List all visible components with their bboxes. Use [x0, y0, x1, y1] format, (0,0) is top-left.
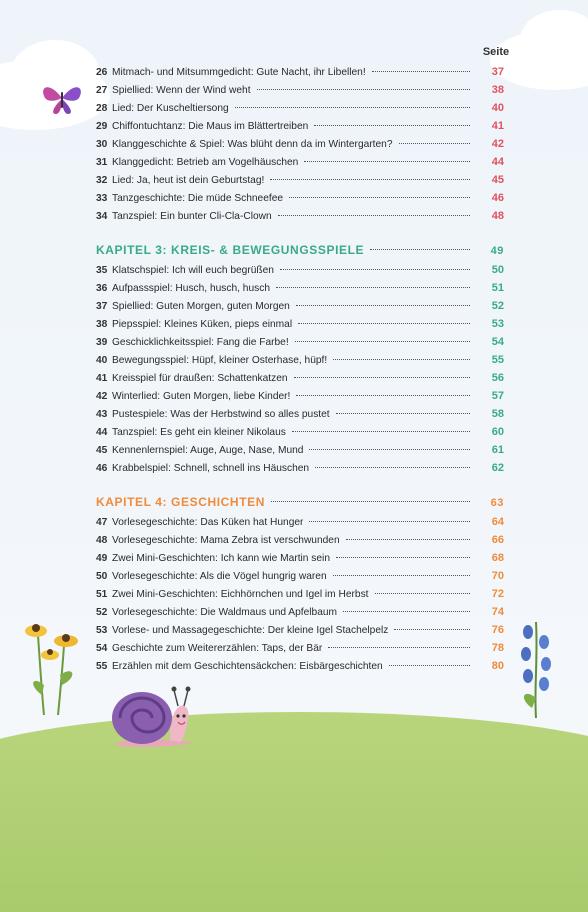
entry-type: Klanggedicht: — [112, 157, 174, 168]
entry-type: Erzählen mit dem Geschichtensäckchen: — [112, 661, 297, 672]
entry-number: 31 — [96, 157, 108, 168]
entry-name: Betrieb am Vogelhäuschen — [173, 157, 299, 168]
toc-entry[interactable] — [96, 531, 504, 549]
entry-number: 44 — [96, 427, 108, 438]
toc-entry[interactable] — [96, 549, 504, 567]
leader-dots — [280, 268, 470, 270]
entry-title — [112, 208, 272, 226]
leader-dots — [235, 106, 470, 108]
entry-name: Mama Zebra ist verschwunden — [197, 535, 340, 546]
entry-page: 41 — [491, 120, 504, 132]
entry-type: Tanzgeschichte: — [112, 193, 186, 204]
butterfly-icon — [40, 80, 84, 118]
toc-entry[interactable] — [96, 351, 504, 369]
entry-page: 61 — [491, 444, 504, 456]
entry-type: Vorlesegeschichte: — [112, 517, 198, 528]
chapter-3-title: KAPITEL 3: KREIS- & BEWEGUNGSSPIELE — [96, 243, 365, 257]
entry-type: Vorlesegeschichte: — [112, 535, 198, 546]
entry-number: 49 — [96, 553, 108, 564]
entry-page: 50 — [491, 264, 504, 276]
entry-type: Bewegungsspiel: — [112, 355, 190, 366]
entry-name: Das Küken hat Hunger — [197, 517, 304, 528]
entry-number: 39 — [96, 337, 108, 348]
toc-entry[interactable] — [96, 189, 504, 207]
chapter-4-title: KAPITEL 4: GESCHICHTEN — [96, 495, 265, 509]
entry-page: 56 — [491, 372, 504, 384]
entry-type: Klatschspiel: — [112, 265, 170, 276]
entry-title — [112, 100, 229, 118]
entry-title — [112, 532, 340, 550]
entry-name: Die Waldmaus und Apfelbaum — [197, 607, 338, 618]
entry-title — [112, 586, 369, 604]
entry-title — [112, 118, 308, 136]
entry-page: 60 — [491, 426, 504, 438]
leader-dots — [278, 214, 470, 216]
entry-page: 48 — [491, 210, 504, 222]
leader-dots — [370, 248, 470, 250]
entry-type: Aufpassspiel: — [112, 283, 173, 294]
leader-dots — [372, 70, 470, 72]
entry-number: 37 — [96, 301, 108, 312]
entry-name: Ja, heut ist dein Geburtstag! — [134, 175, 265, 186]
entry-title — [112, 406, 330, 424]
entry-name: Auge, Auge, Nase, Mund — [187, 445, 304, 456]
entry-page: 70 — [491, 570, 504, 582]
entry-page: 55 — [491, 354, 504, 366]
entry-name: Ich kann wie Martin sein — [217, 553, 330, 564]
entry-title — [112, 370, 288, 388]
entry-number: 26 — [96, 67, 108, 78]
snail-icon — [100, 680, 200, 750]
entry-title — [112, 172, 264, 190]
toc-entry[interactable] — [96, 135, 504, 153]
entry-type: Vorlesegeschichte: — [112, 571, 198, 582]
toc-entry[interactable] — [96, 171, 504, 189]
entry-title — [112, 460, 309, 478]
toc-entry[interactable] — [96, 603, 504, 621]
entry-type: Tanzspiel: — [112, 211, 158, 222]
entry-number: 35 — [96, 265, 108, 276]
entry-name: Guten Morgen, guten Morgen — [153, 301, 290, 312]
entry-name: Was blüht denn da im Wintergarten? — [224, 139, 393, 150]
leader-dots — [328, 646, 470, 648]
toc-entry[interactable] — [96, 567, 504, 585]
entry-page: 37 — [491, 66, 504, 78]
entry-title — [112, 190, 283, 208]
leader-dots — [333, 574, 470, 576]
entry-title — [112, 154, 298, 172]
entry-title — [112, 658, 383, 676]
leader-dots — [270, 178, 470, 180]
entry-number: 54 — [96, 643, 108, 654]
entry-page: 76 — [491, 624, 504, 636]
entry-number: 42 — [96, 391, 108, 402]
bluebell-flowers-icon — [508, 618, 564, 718]
entry-type: Chiffontuchtanz: — [112, 121, 186, 132]
entry-number: 41 — [96, 373, 108, 384]
leader-dots — [257, 88, 470, 90]
toc-entry[interactable] — [96, 657, 504, 675]
toc-chapter-3-entries — [96, 261, 504, 477]
entry-title — [112, 82, 251, 100]
entry-page: 45 — [491, 174, 504, 186]
entry-type: Vorlese- und Massagegeschichte: — [112, 625, 265, 636]
entry-title — [112, 298, 290, 316]
entry-number: 47 — [96, 517, 108, 528]
entry-number: 51 — [96, 589, 108, 600]
leader-dots — [309, 520, 470, 522]
toc-entry[interactable] — [96, 513, 504, 531]
toc-entry[interactable] — [96, 639, 504, 657]
leader-dots — [389, 664, 470, 666]
toc-entry[interactable] — [96, 423, 504, 441]
entry-name: Gute Nacht, ihr Libellen! — [253, 67, 366, 78]
entry-name: Was der Herbstwind so alles pustet — [167, 409, 330, 420]
entry-type: Geschicklichkeitsspiel: — [112, 337, 214, 348]
entry-number: 45 — [96, 445, 108, 456]
entry-name: Schattenkatzen — [214, 373, 288, 384]
entry-type: Klanggeschichte & Spiel: — [112, 139, 225, 150]
entry-page: 42 — [491, 138, 504, 150]
entry-number: 36 — [96, 283, 108, 294]
entry-title — [112, 550, 330, 568]
leader-dots — [375, 592, 470, 594]
entry-page: 53 — [491, 318, 504, 330]
toc-entry[interactable] — [96, 117, 504, 135]
entry-title — [112, 568, 327, 586]
entry-page: 64 — [491, 516, 504, 528]
entry-title — [112, 334, 289, 352]
entry-page: 78 — [491, 642, 504, 654]
entry-type: Tanzspiel: — [112, 427, 158, 438]
entry-page: 66 — [491, 534, 504, 546]
toc-entry[interactable] — [96, 459, 504, 477]
toc-entry[interactable] — [96, 369, 504, 387]
entry-page: 46 — [491, 192, 504, 204]
entry-title — [112, 604, 337, 622]
toc-section-continued — [96, 63, 504, 225]
leader-dots — [309, 448, 470, 450]
entry-page: 72 — [491, 588, 504, 600]
toc-entry[interactable] — [96, 441, 504, 459]
leader-dots — [289, 196, 470, 198]
entry-name: Der Kuscheltiersong — [134, 103, 229, 114]
entry-page: 44 — [491, 156, 504, 168]
leader-dots — [296, 394, 470, 396]
entry-name: Schnell, schnell ins Häuschen — [170, 463, 310, 474]
toc-entry[interactable] — [96, 315, 504, 333]
entry-title — [112, 316, 292, 334]
leader-dots — [298, 322, 470, 324]
chapter-4-page: 63 — [490, 497, 504, 509]
leader-dots — [399, 142, 470, 144]
leader-dots — [394, 628, 470, 630]
entry-title — [112, 280, 270, 298]
leader-dots — [276, 286, 470, 288]
entry-name: Wenn der Wind weht — [153, 85, 251, 96]
entry-name: Taps, der Bär — [259, 643, 323, 654]
entry-number: 48 — [96, 535, 108, 546]
entry-type: Zwei Mini-Geschichten: — [112, 553, 218, 564]
entry-page: 68 — [491, 552, 504, 564]
entry-type: Pustespiele: — [112, 409, 168, 420]
entry-title — [112, 622, 388, 640]
entry-name: Husch, husch, husch — [172, 283, 270, 294]
entry-page: 38 — [491, 84, 504, 96]
entry-name: Der kleine Igel Stachelpelz — [264, 625, 389, 636]
toc-entry[interactable] — [96, 261, 504, 279]
entry-number: 30 — [96, 139, 108, 150]
leader-dots — [333, 358, 470, 360]
entry-page: 62 — [491, 462, 504, 474]
entry-page: 52 — [491, 300, 504, 312]
entry-name: Guten Morgen, liebe Kinder! — [160, 391, 291, 402]
leader-dots — [314, 124, 470, 126]
entry-title — [112, 424, 286, 442]
entry-title — [112, 262, 274, 280]
table-of-contents — [96, 63, 504, 675]
entry-number: 46 — [96, 463, 108, 474]
grass-hill — [0, 712, 588, 912]
page-column-header: Seite — [482, 46, 510, 58]
toc-entry[interactable] — [96, 297, 504, 315]
entry-page: 54 — [491, 336, 504, 348]
leader-dots — [336, 412, 470, 414]
entry-title — [112, 640, 322, 658]
chapter-3-page: 49 — [490, 245, 504, 257]
entry-type: Krabbelspiel: — [112, 463, 171, 474]
toc-entry[interactable] — [96, 279, 504, 297]
leader-dots — [304, 160, 470, 162]
entry-number: 50 — [96, 571, 108, 582]
entry-type: Vorlesegeschichte: — [112, 607, 198, 618]
leader-dots — [343, 610, 470, 612]
toc-entry[interactable] — [96, 585, 504, 603]
entry-number: 33 — [96, 193, 108, 204]
entry-title — [112, 388, 290, 406]
entry-name: Fang die Farbe! — [213, 337, 289, 348]
leader-dots — [295, 340, 470, 342]
entry-type: Geschichte zum Weitererzählen: — [112, 643, 260, 654]
entry-number: 55 — [96, 661, 108, 672]
entry-page: 40 — [491, 102, 504, 114]
entry-number: 29 — [96, 121, 108, 132]
entry-number: 28 — [96, 103, 108, 114]
toc-entry[interactable] — [96, 81, 504, 99]
entry-number: 40 — [96, 355, 108, 366]
entry-type: Kreisspiel für draußen: — [112, 373, 215, 384]
entry-number: 34 — [96, 211, 108, 222]
leader-dots — [271, 500, 470, 502]
entry-type: Zwei Mini-Geschichten: — [112, 589, 218, 600]
leader-dots — [294, 376, 470, 378]
entry-page: 58 — [491, 408, 504, 420]
entry-type: Spiellied: — [112, 85, 154, 96]
entry-name: Ein bunter Cli-Cla-Clown — [157, 211, 272, 222]
entry-name: Eichhörnchen und Igel im Herbst — [217, 589, 369, 600]
leader-dots — [346, 538, 470, 540]
entry-title — [112, 352, 327, 370]
leader-dots — [292, 430, 470, 432]
toc-entry[interactable] — [96, 333, 504, 351]
entry-type: Lied: — [112, 175, 135, 186]
entry-type: Spiellied: — [112, 301, 154, 312]
entry-number: 43 — [96, 409, 108, 420]
chapter-3-heading[interactable] — [96, 239, 504, 261]
leader-dots — [336, 556, 470, 558]
entry-name: Die Maus im Blättertreiben — [185, 121, 309, 132]
entry-name: Eisbärgeschichten — [296, 661, 383, 672]
entry-name: Hüpf, kleiner Osterhase, hüpf! — [189, 355, 328, 366]
toc-chapter-4-entries — [96, 513, 504, 675]
yellow-flowers-icon — [20, 615, 90, 715]
entry-type: Lied: — [112, 103, 135, 114]
chapter-4-heading[interactable] — [96, 491, 504, 513]
entry-type: Winterlied: — [112, 391, 161, 402]
entry-title — [112, 514, 303, 532]
entry-type: Mitmach- und Mitsummgedicht: — [112, 67, 254, 78]
toc-entry[interactable] — [96, 63, 504, 81]
entry-page: 80 — [491, 660, 504, 672]
toc-entry[interactable] — [96, 153, 504, 171]
entry-number: 27 — [96, 85, 108, 96]
entry-name: Die müde Schneefee — [185, 193, 284, 204]
leader-dots — [315, 466, 470, 468]
entry-number: 38 — [96, 319, 108, 330]
entry-name: Kleines Küken, pieps einmal — [161, 319, 293, 330]
leader-dots — [296, 304, 470, 306]
entry-title — [112, 442, 303, 460]
toc-entry[interactable] — [96, 621, 504, 639]
entry-name: Es geht ein kleiner Nikolaus — [157, 427, 286, 438]
entry-number: 53 — [96, 625, 108, 636]
entry-page: 51 — [491, 282, 504, 294]
entry-title — [112, 136, 393, 154]
entry-page: 57 — [491, 390, 504, 402]
entry-type: Piepsspiel: — [112, 319, 162, 330]
toc-entry[interactable] — [96, 387, 504, 405]
entry-number: 52 — [96, 607, 108, 618]
entry-name: Als die Vögel hungrig waren — [197, 571, 327, 582]
entry-title — [112, 64, 366, 82]
entry-name: Ich will euch begrüßen — [169, 265, 274, 276]
toc-entry[interactable] — [96, 207, 504, 225]
entry-page: 74 — [491, 606, 504, 618]
toc-entry[interactable] — [96, 405, 504, 423]
entry-type: Kennenlernspiel: — [112, 445, 188, 456]
entry-number: 32 — [96, 175, 108, 186]
toc-entry[interactable] — [96, 99, 504, 117]
